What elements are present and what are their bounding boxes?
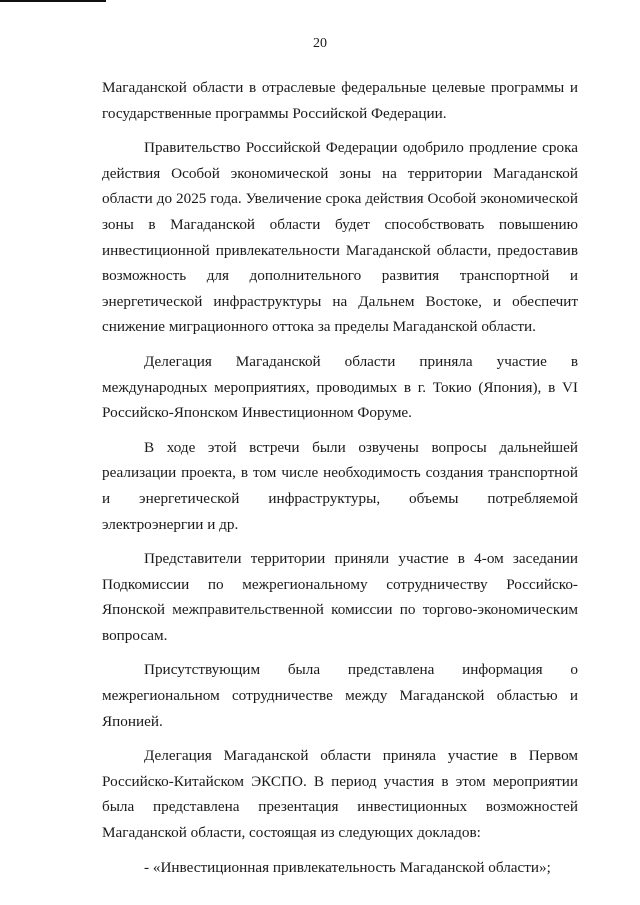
- paragraph-subcommission: Представители территории приняли участие в 4-ом заседании Подкомиссии по межрегиональному сотрудничеству Российско-Японской межправительственной комиссии по торгово-экономическим вопросам.: [102, 550, 578, 644]
- list-item-report: - «Инвестиционная привлекательность Магаданской области»;: [144, 858, 551, 876]
- header-rule: [0, 0, 106, 2]
- page-number: 20: [313, 36, 327, 51]
- document-body: [102, 75, 578, 889]
- paragraph-sez-extension: Правительство Российской Федерации одобрило продление срока действия Особой экономической зоны на территории Магаданской области до 2025 года. Увеличение срока действия Особой экономической зоны в Магаданской области будет способствовать повышению инвестиционной привлекательности Магаданской области, предоставив возможность для дополнительного развития транспортной и энергетической инфраструктуры на Дальнем Востоке, и обеспечит снижение миграционного оттока за пределы Магаданской области.: [102, 139, 578, 336]
- paragraph-information: Присутствующим была представлена информация о межрегиональном сотрудничестве между Магаданской областью и Японией.: [102, 661, 578, 730]
- paragraph-meeting-issues: В ходе этой встречи были озвучены вопросы дальнейшей реализации проекта, в том числе необходимость создания транспортной и энергетической инфраструктуры, объемы потребляемой электроэнергии и др.: [102, 438, 578, 533]
- paragraph-tokyo-forum: Делегация Магаданской области приняла участие в международных мероприятиях, проводимых в г. Токио (Япония), в VI Российско-Японском Инвестиционном Форуме.: [102, 352, 578, 422]
- paragraph-continuation: Магаданской области в отраслевые федеральные целевые программы и государственные программы Российской Федерации.: [102, 79, 578, 122]
- paragraph-expo: Делегация Магаданской области приняла участие в Первом Российско-Китайском ЭКСПО. В период участия в этом мероприятии была представлена презентация инвестиционных возможностей Магаданской области, состоящая из следующих докладов:: [102, 747, 578, 842]
